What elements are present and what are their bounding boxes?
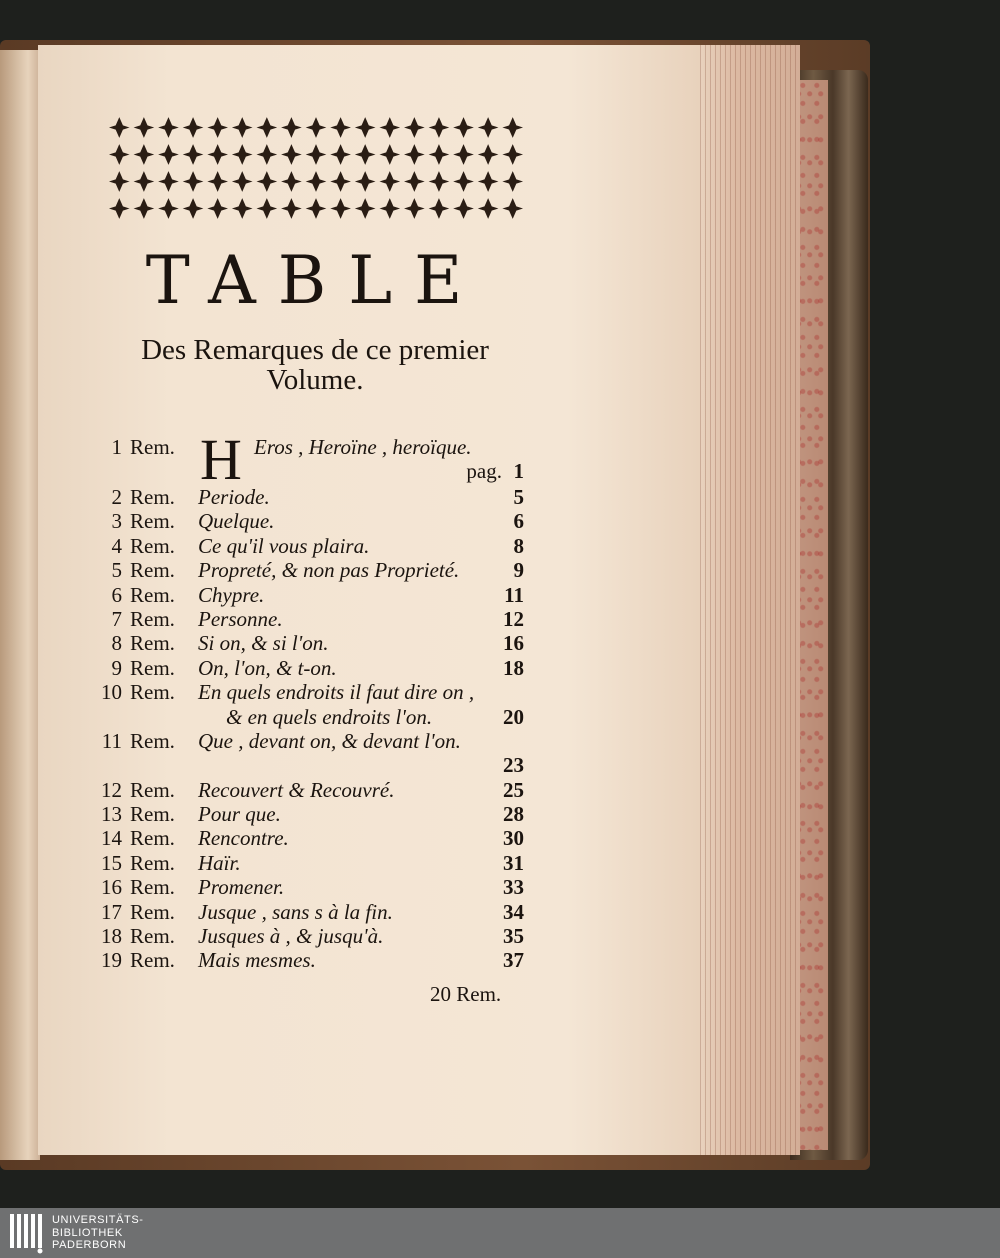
entry-rem: Rem. xyxy=(130,728,175,753)
library-name-line-3: PADERBORN xyxy=(52,1239,127,1251)
fleuron-icon xyxy=(404,198,425,219)
entry-number: 17 xyxy=(101,899,122,924)
fleuron-icon xyxy=(355,171,376,192)
fleuron-icon xyxy=(256,171,277,192)
entry-number: 13 xyxy=(101,802,122,827)
toc-entry xyxy=(92,729,532,753)
table-of-contents xyxy=(92,427,532,973)
entry-text: Quelque. xyxy=(198,509,275,534)
entry-text: Personne. xyxy=(198,606,283,631)
toc-entry-continuation xyxy=(92,705,532,729)
entry-page: 20 xyxy=(503,704,524,729)
entry-page: 28 xyxy=(503,802,524,827)
entry-text: Pour que. xyxy=(198,802,281,827)
fleuron-icon xyxy=(109,117,130,138)
toc-entry xyxy=(92,583,532,607)
page-subtitle xyxy=(92,335,538,395)
entry-text: Que , devant on, & devant l'on. xyxy=(198,728,461,753)
fleuron-icon xyxy=(404,171,425,192)
entry-text: Propreté, & non pas Proprieté. xyxy=(198,558,460,583)
fleuron-icon xyxy=(355,117,376,138)
entry-page: 11 xyxy=(504,582,524,607)
fleuron-icon xyxy=(134,117,155,138)
fleuron-icon xyxy=(306,144,327,165)
entry-page: 35 xyxy=(503,924,524,949)
fleuron-icon xyxy=(453,171,474,192)
entry-number: 6 xyxy=(111,582,122,607)
fleuron-icon xyxy=(134,144,155,165)
entry-rem: Rem. xyxy=(130,802,175,827)
entry-rem: Rem. xyxy=(130,899,175,924)
toc-entry xyxy=(92,948,532,972)
entry-page: 6 xyxy=(513,509,524,534)
fleuron-icon xyxy=(109,171,130,192)
library-name-line-1: UNIVERSITÄTS- xyxy=(52,1214,144,1226)
entry-rem: Rem. xyxy=(130,582,175,607)
entry-number: 4 xyxy=(111,533,122,558)
catchword: 20 Rem. xyxy=(430,982,502,1006)
entry-text: Eros , Heroïne , heroïque. xyxy=(254,435,472,459)
subtitle-line-1: Des Remarques de ce premier xyxy=(141,334,489,366)
entry-number: 3 xyxy=(111,509,122,534)
entry-text: Mais mesmes. xyxy=(198,948,316,973)
entry-text: Jusque , sans s à la fin. xyxy=(198,899,393,924)
fleuron-icon xyxy=(330,117,351,138)
fleuron-icon xyxy=(232,171,253,192)
fleuron-icon xyxy=(355,144,376,165)
fleuron-icon xyxy=(232,144,253,165)
entry-text: Rencontre. xyxy=(198,826,289,851)
entry-number: 10 xyxy=(101,680,122,705)
fleuron-icon xyxy=(256,117,277,138)
entry-number: 19 xyxy=(101,948,122,973)
fleuron-icon xyxy=(330,198,351,219)
toc-entry xyxy=(92,924,532,948)
fleuron-icon xyxy=(330,144,351,165)
entry-page: 18 xyxy=(503,655,524,680)
entry-page: 34 xyxy=(503,899,524,924)
facing-page-edge xyxy=(0,50,40,1160)
entry-number: 12 xyxy=(101,777,122,802)
fleuron-icon xyxy=(404,144,425,165)
fleuron-icon xyxy=(478,198,499,219)
entry-page: 12 xyxy=(503,606,524,631)
page-title: TABLE xyxy=(145,242,485,319)
fleuron-icon xyxy=(109,144,130,165)
entry-rem: Rem. xyxy=(130,680,175,705)
entry-rem: Rem. xyxy=(130,826,175,851)
entry-text: Periode. xyxy=(198,485,270,509)
entry-rem: Rem. xyxy=(130,655,175,680)
fleuron-icon xyxy=(281,144,302,165)
fleuron-icon xyxy=(207,144,228,165)
fleuron-icon xyxy=(379,198,400,219)
fleuron-icon xyxy=(134,171,155,192)
fleuron-icon xyxy=(281,198,302,219)
fleuron-icon xyxy=(306,117,327,138)
entry-number: 8 xyxy=(111,631,122,656)
entry-rem: Rem. xyxy=(130,533,175,558)
entry-number: 16 xyxy=(101,875,122,900)
fleuron-icon xyxy=(183,171,204,192)
toc-entry-continuation xyxy=(92,753,532,777)
fleuron-icon xyxy=(232,117,253,138)
entry-text: Jusques à , & jusqu'à. xyxy=(198,924,384,949)
entry-number: 9 xyxy=(111,655,122,680)
fleuron-icon xyxy=(306,198,327,219)
entry-number: 7 xyxy=(111,606,122,631)
fleuron-icon xyxy=(502,171,523,192)
fleuron-icon xyxy=(306,171,327,192)
fleuron-icon xyxy=(158,198,179,219)
toc-entry xyxy=(92,631,532,655)
entry-rem: Rem. xyxy=(130,435,175,459)
fleuron-icon xyxy=(232,198,253,219)
fleuron-icon xyxy=(109,198,130,219)
fleuron-icon xyxy=(502,198,523,219)
toc-entry xyxy=(92,558,532,582)
entry-text-continued: & en quels endroits l'on. xyxy=(226,704,433,729)
fleuron-icon xyxy=(429,144,450,165)
fleuron-icon xyxy=(478,171,499,192)
entry-rem: Rem. xyxy=(130,509,175,534)
entry-rem: Rem. xyxy=(130,948,175,973)
entry-pag-label: pag. xyxy=(466,459,502,483)
entry-text: On, l'on, & t-on. xyxy=(198,655,337,680)
fleuron-icon xyxy=(256,198,277,219)
library-logo-icon xyxy=(8,1212,44,1254)
fleuron-icon xyxy=(379,117,400,138)
entry-number: 1 xyxy=(111,435,122,459)
entry-rem: Rem. xyxy=(130,485,175,509)
fleuron-icon xyxy=(429,171,450,192)
fleuron-icon xyxy=(207,117,228,138)
ornament-band-icon xyxy=(107,114,525,222)
page-stack xyxy=(695,45,800,1155)
toc-entry xyxy=(92,680,532,704)
entry-page: 5 xyxy=(513,485,524,509)
entry-page: 23 xyxy=(503,753,524,778)
entry-rem: Rem. xyxy=(130,558,175,583)
fleuron-icon xyxy=(183,198,204,219)
fleuron-icon xyxy=(183,144,204,165)
toc-entry xyxy=(92,826,532,850)
entry-text: Chypre. xyxy=(198,582,265,607)
entry-text: En quels endroits il faut dire on , xyxy=(198,680,475,705)
fleuron-icon xyxy=(330,171,351,192)
fleuron-icon xyxy=(429,117,450,138)
library-name-line-2: BIBLIOTHEK xyxy=(52,1226,123,1239)
entry-text: Promener. xyxy=(198,875,285,900)
fleuron-icon xyxy=(158,144,179,165)
entry-page: 16 xyxy=(503,631,524,656)
fleuron-icon xyxy=(355,198,376,219)
entry-rem: Rem. xyxy=(130,875,175,900)
toc-entry xyxy=(92,509,532,533)
toc-entry xyxy=(92,656,532,680)
fleuron-icon xyxy=(256,144,277,165)
entry-page: 30 xyxy=(503,826,524,851)
toc-entry xyxy=(92,802,532,826)
entry-text: Ce qu'il vous plaira. xyxy=(198,533,370,558)
fleuron-icon xyxy=(379,171,400,192)
fleuron-icon xyxy=(429,198,450,219)
fleuron-icon xyxy=(453,117,474,138)
entry-page: 33 xyxy=(503,875,524,900)
entry-text: Si on, & si l'on. xyxy=(198,631,329,656)
drop-cap: H xyxy=(200,427,242,492)
subtitle-line-2: Volume. xyxy=(266,364,364,396)
entry-number: 11 xyxy=(101,728,122,753)
entry-page: 8 xyxy=(513,533,524,558)
fleuron-icon xyxy=(183,117,204,138)
toc-entry xyxy=(92,851,532,875)
entry-number: 18 xyxy=(101,924,122,949)
fleuron-icon xyxy=(478,117,499,138)
fleuron-icon xyxy=(404,117,425,138)
fleuron-icon xyxy=(207,171,228,192)
entry-rem: Rem. xyxy=(130,777,175,802)
entry-number: 5 xyxy=(111,558,122,583)
fleuron-icon xyxy=(134,198,155,219)
toc-entry xyxy=(92,485,532,509)
entry-page: 25 xyxy=(503,777,524,802)
entry-page: 1 xyxy=(513,459,524,483)
fleuron-icon xyxy=(453,198,474,219)
library-name xyxy=(52,1214,144,1252)
fleuron-icon xyxy=(502,144,523,165)
library-footer-bar xyxy=(0,1208,1000,1258)
toc-entry xyxy=(92,607,532,631)
entry-page: 9 xyxy=(513,558,524,583)
entry-page: 31 xyxy=(503,850,524,875)
entry-number: 2 xyxy=(111,485,122,509)
fleuron-icon xyxy=(281,117,302,138)
entry-text: Recouvert & Recouvré. xyxy=(198,777,395,802)
entry-text: Haïr. xyxy=(198,850,241,875)
fleuron-icon xyxy=(478,144,499,165)
entry-rem: Rem. xyxy=(130,631,175,656)
entry-number: 15 xyxy=(101,850,122,875)
entry-rem: Rem. xyxy=(130,850,175,875)
fleuron-icon xyxy=(207,198,228,219)
fleuron-icon xyxy=(453,144,474,165)
entry-rem: Rem. xyxy=(130,606,175,631)
entry-number: 14 xyxy=(101,826,122,851)
toc-entry xyxy=(92,900,532,924)
fleuron-icon xyxy=(502,117,523,138)
toc-entry xyxy=(92,875,532,899)
entry-rem: Rem. xyxy=(130,924,175,949)
toc-entry-continuation xyxy=(92,459,532,485)
toc-entry xyxy=(92,778,532,802)
entry-page: 37 xyxy=(503,948,524,973)
fleuron-icon xyxy=(281,171,302,192)
fleuron-icon xyxy=(379,144,400,165)
fleuron-icon xyxy=(158,117,179,138)
fleuron-icon xyxy=(158,171,179,192)
toc-entry xyxy=(92,534,532,558)
